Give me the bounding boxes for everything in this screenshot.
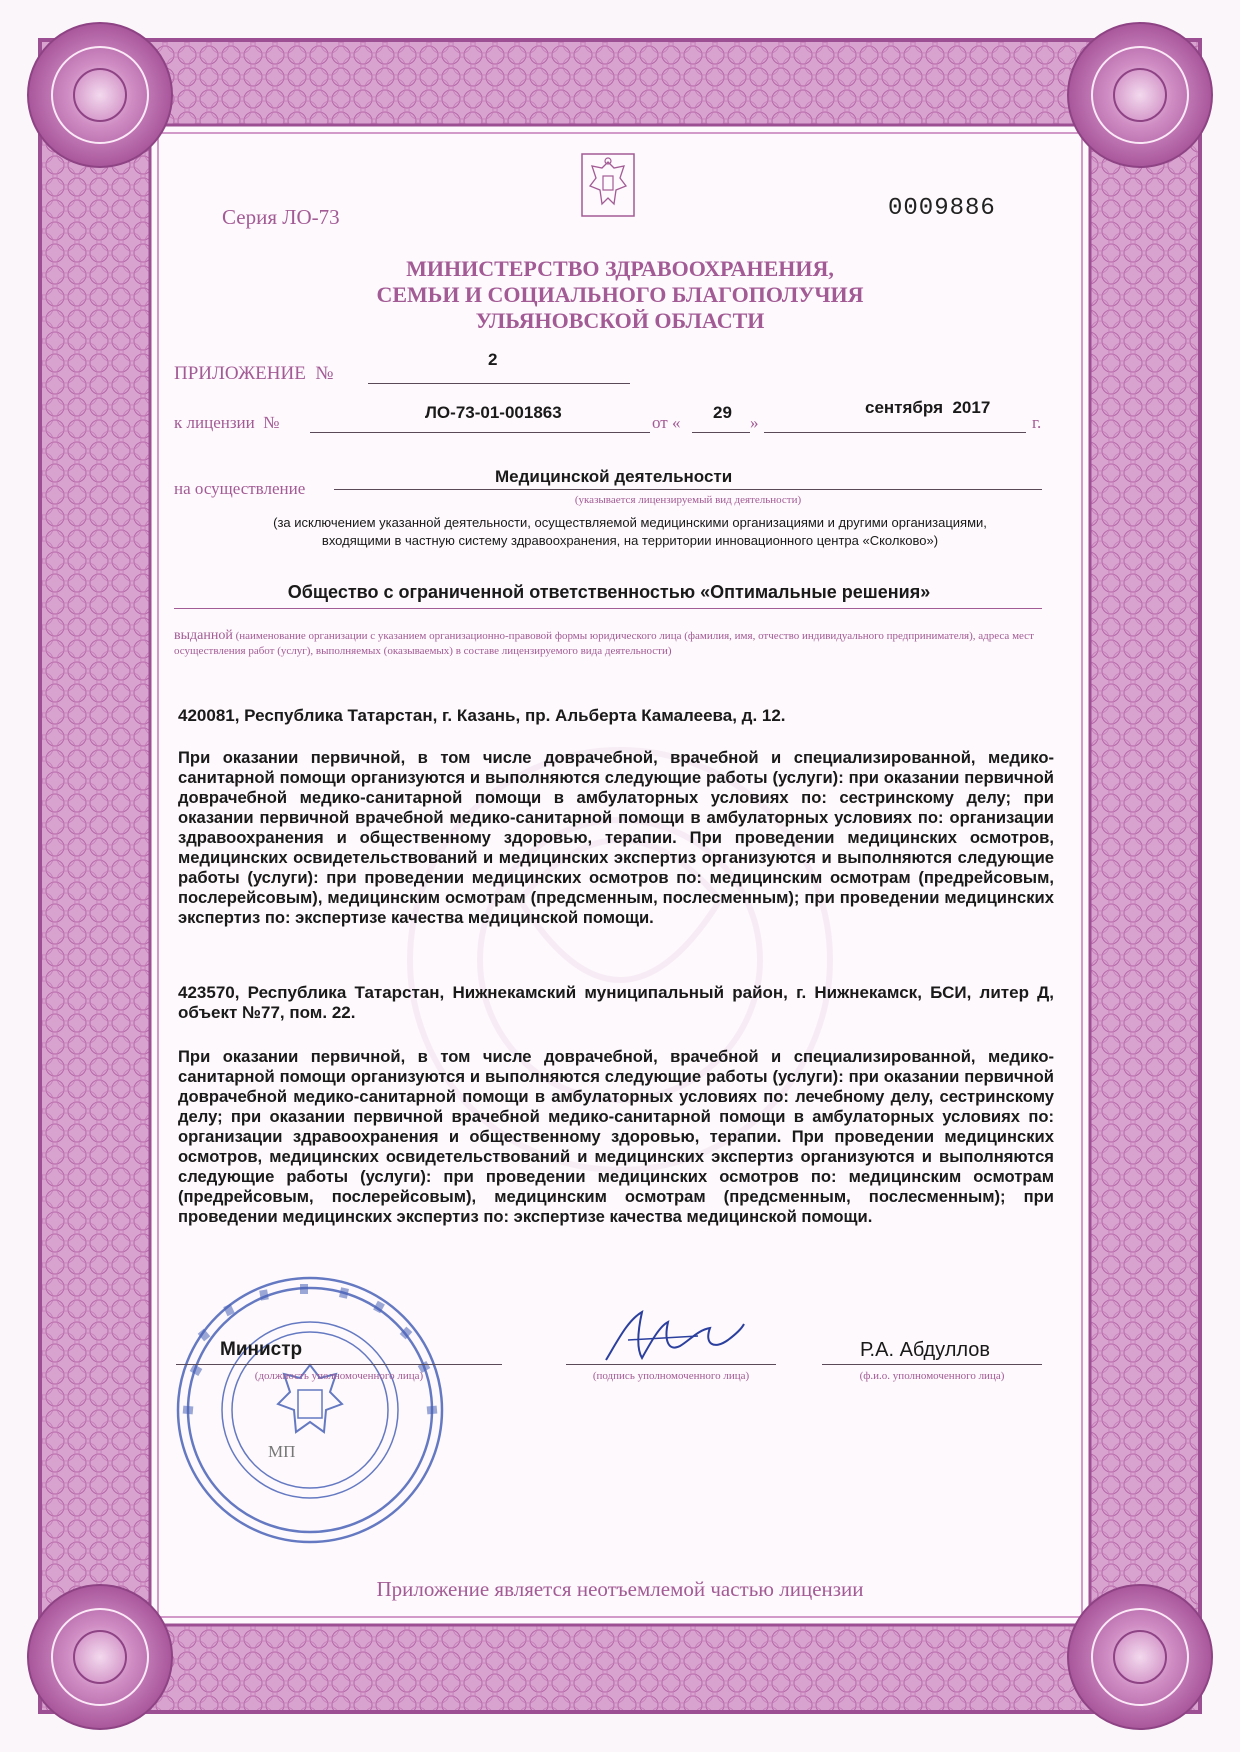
position-caption: (должность уполномоченного лица) [254, 1370, 424, 1382]
signatory-name: Р.А. Абдуллов [860, 1339, 991, 1361]
signature-mark [598, 1300, 748, 1380]
coat-of-arms-icon [580, 152, 636, 218]
form-number: 0009886 [888, 195, 996, 222]
license-number-line [310, 432, 650, 433]
license-month-year: сентября 2017 [865, 398, 991, 417]
footer-note: Приложение является неотъемлемой частью лицензии [376, 1577, 864, 1601]
activity-caption: (указывается лицензируемый вид деятельности) [574, 494, 802, 506]
address-2: 423570, Республика Татарстан, Нижнекамский муниципальный район, г. Нижнекамск, БСИ, литер Д, объект №77, пом. 22. [178, 983, 1054, 1022]
issued-label: выданной [174, 628, 233, 643]
activity-note [190, 514, 1070, 550]
address-1: 420081, Республика Татарстан, г. Казань, пр. Альберта Камалеева, д. 12. [178, 706, 786, 725]
address-1-services: При оказании первичной, в том числе доврачебной, врачебной и специализированной, медико-санитарной помощи организуются и выполняются следующие работы (услуги): при оказании первичной доврачебной медико-санитарной помощи в амбулаторных условиях по: сестринскому делу; при оказании первичной врачебной медико-санитарной помощи в амбулаторных условиях по: организации здравоохранения и общественному здоровью, терапии. При проведении медицинских осмотров, медицинских освидетельствований и медицинских экспертиз организуются и выполняются следующие работы (услуги): при проведении медицинских осмотров по: медицинским осмотрам (предрейсовым, послерейсовым), медицинским осмотрам (предсменным, послесменным); при проведении медицинских экспертиз по: экспертизе качества медицинской помощи. [178, 748, 1054, 927]
name-line [822, 1364, 1042, 1365]
appendix-number: 2 [488, 350, 498, 369]
activity-note-line-1: (за исключением указанной деятельности, осуществляемой медицинскими организациями и другими организациями, [273, 515, 987, 530]
appendix-number-line [368, 383, 630, 384]
license-year-suffix: г. [1032, 413, 1042, 432]
activity-note-line-2: входящими в частную систему здравоохранения, на территории инновационного центра «Сколково») [321, 533, 939, 548]
stamp-mark-label: МП [268, 1442, 296, 1461]
name-caption: (ф.и.о. уполномоченного лица) [859, 1370, 1005, 1382]
series-label: Серия ЛО-73 [222, 205, 340, 229]
license-number: ЛО-73-01-001863 [425, 403, 562, 422]
signatory-position: Министр [220, 1339, 303, 1360]
activity-line [334, 489, 1042, 490]
license-day-line [692, 432, 750, 433]
issued-caption-block [174, 628, 1054, 659]
license-day: 29 [713, 403, 732, 422]
license-label: к лицензии № [174, 413, 280, 432]
sign-line [566, 1364, 776, 1365]
license-date-line [764, 432, 1026, 433]
ministry-line-1: МИНИСТЕРСТВО ЗДРАВООХРАНЕНИЯ, [406, 256, 834, 281]
issued-line [174, 608, 1042, 609]
license-from-label: от « [652, 413, 681, 432]
issued-org: Общество с ограниченной ответственностью «Оптимальные решения» [287, 582, 931, 602]
activity-value: Медицинской деятельности [495, 467, 733, 486]
ministry-line-3: УЛЬЯНОВСКОЙ ОБЛАСТИ [475, 308, 765, 333]
activity-label: на осуществление [174, 479, 306, 498]
address-2-services: При оказании первичной, в том числе доврачебной, врачебной и специализированной, медико-санитарной помощи организуются и выполняются следующие работы (услуги): при оказании первичной доврачебной медико-санитарной помощи в амбулаторных условиях по: лечебному делу, сестринскому делу; при оказании первичной врачебной медико-санитарной помощи в амбулаторных условиях по: организации здравоохранения и общественному здоровью, терапии. При проведении медицинских осмотров, медицинских освидетельствований и медицинских экспертиз организуются и выполняются следующие работы (услуги): при проведении медицинских осмотров по: медицинским осмотрам (предрейсовым, послерейсовым), медицинским осмотрам (предсменным, послесменным); при проведении медицинских экспертиз по: экспертизе качества медицинской помощи. [178, 1047, 1054, 1226]
sign-caption: (подпись уполномоченного лица) [592, 1370, 750, 1382]
license-day-close: » [750, 413, 759, 432]
ministry-title [200, 256, 1040, 334]
ministry-line-2: СЕМЬИ И СОЦИАЛЬНОГО БЛАГОПОЛУЧИЯ [376, 282, 864, 307]
official-stamp [170, 1270, 450, 1550]
position-line [176, 1364, 502, 1365]
issued-caption: (наименование организации с указанием организационно-правовой формы юридического лица (фамилия, имя, отчество индивидуального предпринимателя), адреса мест осуществления работ (услуг), выполняемых (оказываемых) в составе лицензируемого вида деятельности) [174, 630, 1034, 657]
appendix-label: ПРИЛОЖЕНИЕ № [174, 363, 334, 384]
